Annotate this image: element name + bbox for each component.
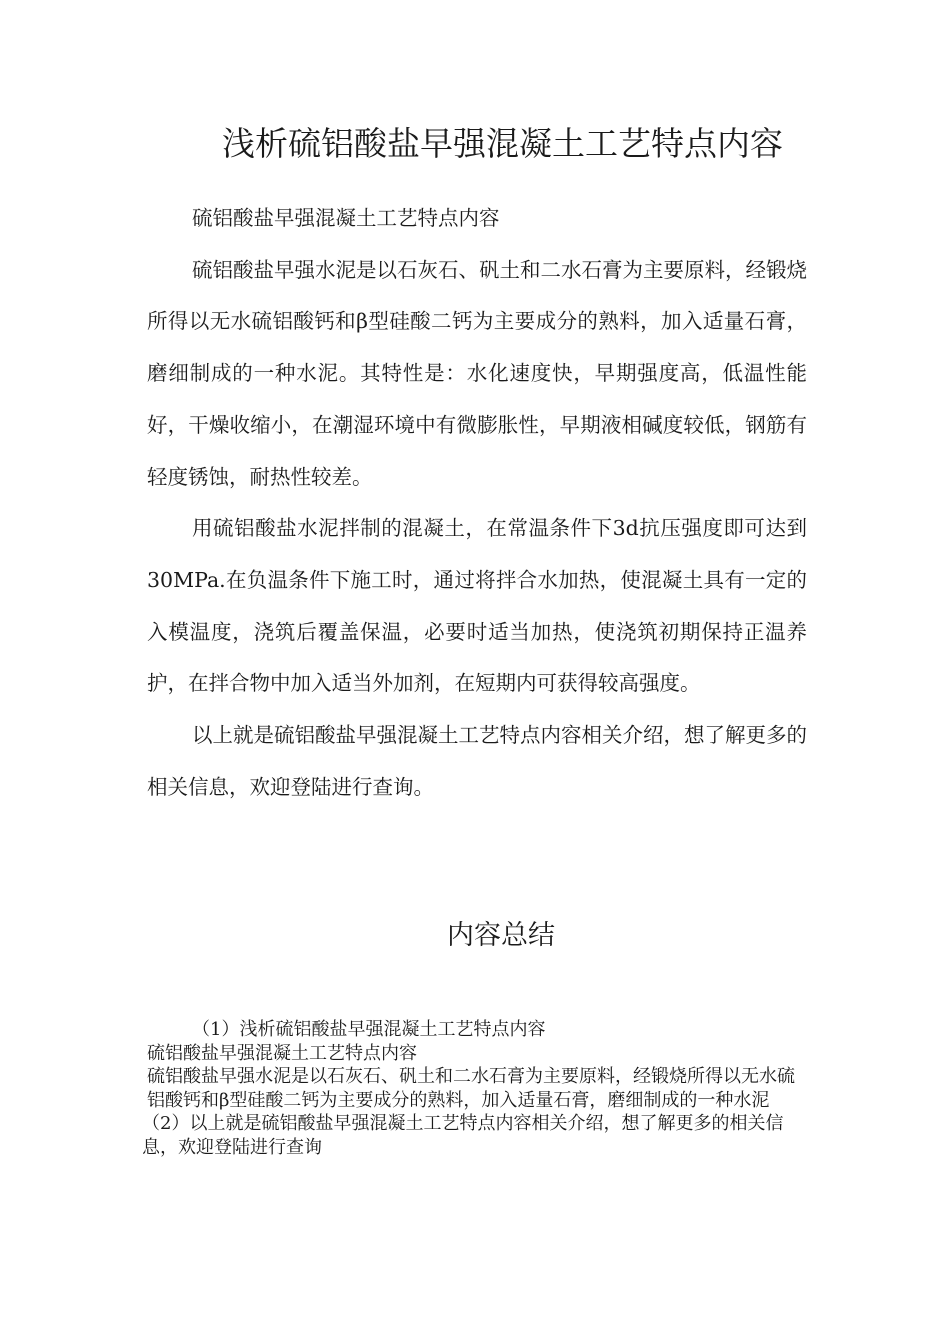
paragraph-subtitle: 硫铝酸盐早强混凝土工艺特点内容 — [192, 206, 500, 230]
paragraph-concrete-construction: 用硫铝酸盐水泥拌制的混凝土，在常温条件下3d抗压强度即可达到30MPa.在负温条件下施工时，通过将拌合水加热，使混凝土具有一定的入模温度，浇筑后覆盖保温，必要时适当加热，使浇筑初期保持正温养护，在拌合物中加入适当外加剂，在短期内可获得较高强度。 — [147, 516, 807, 696]
summary-line-3: 硫铝酸盐早强水泥是以石灰石、矾土和二水石膏为主要原料，经锻烧所得以无水硫铝酸钙和β型硅酸二钙为主要成分的熟料，加入适量石膏，磨细制成的一种水泥 — [147, 1066, 795, 1111]
paragraph-cement-properties: 硫铝酸盐早强水泥是以石灰石、矾土和二水石膏为主要原料，经锻烧所得以无水硫铝酸钙和β型硅酸二钙为主要成分的熟料，加入适量石膏，磨细制成的一种水泥。其特性是：水化速度快，早期强度高，低温性能好，干燥收缩小，在潮湿环境中有微膨胀性，早期液相碱度较低，钢筋有轻度锈蚀，耐热性较差。 — [147, 257, 807, 489]
summary-title: 内容总结 — [447, 920, 555, 951]
document-title: 浅析硫铝酸盐早强混凝土工艺特点内容 — [222, 124, 783, 163]
summary-line-4: （2）以上就是硫铝酸盐早强混凝土工艺特点内容相关介绍，想了解更多的相关信息，欢迎登陆进行查询 — [142, 1113, 784, 1158]
summary-body — [142, 1018, 807, 1159]
summary-line-1: （1）浅析硫铝酸盐早强混凝土工艺特点内容 — [192, 1019, 546, 1040]
summary-line-2: 硫铝酸盐早强混凝土工艺特点内容 — [147, 1042, 417, 1064]
document-body — [147, 193, 807, 813]
paragraph-closing: 以上就是硫铝酸盐早强混凝土工艺特点内容相关介绍，想了解更多的相关信息，欢迎登陆进行查询。 — [147, 723, 807, 799]
